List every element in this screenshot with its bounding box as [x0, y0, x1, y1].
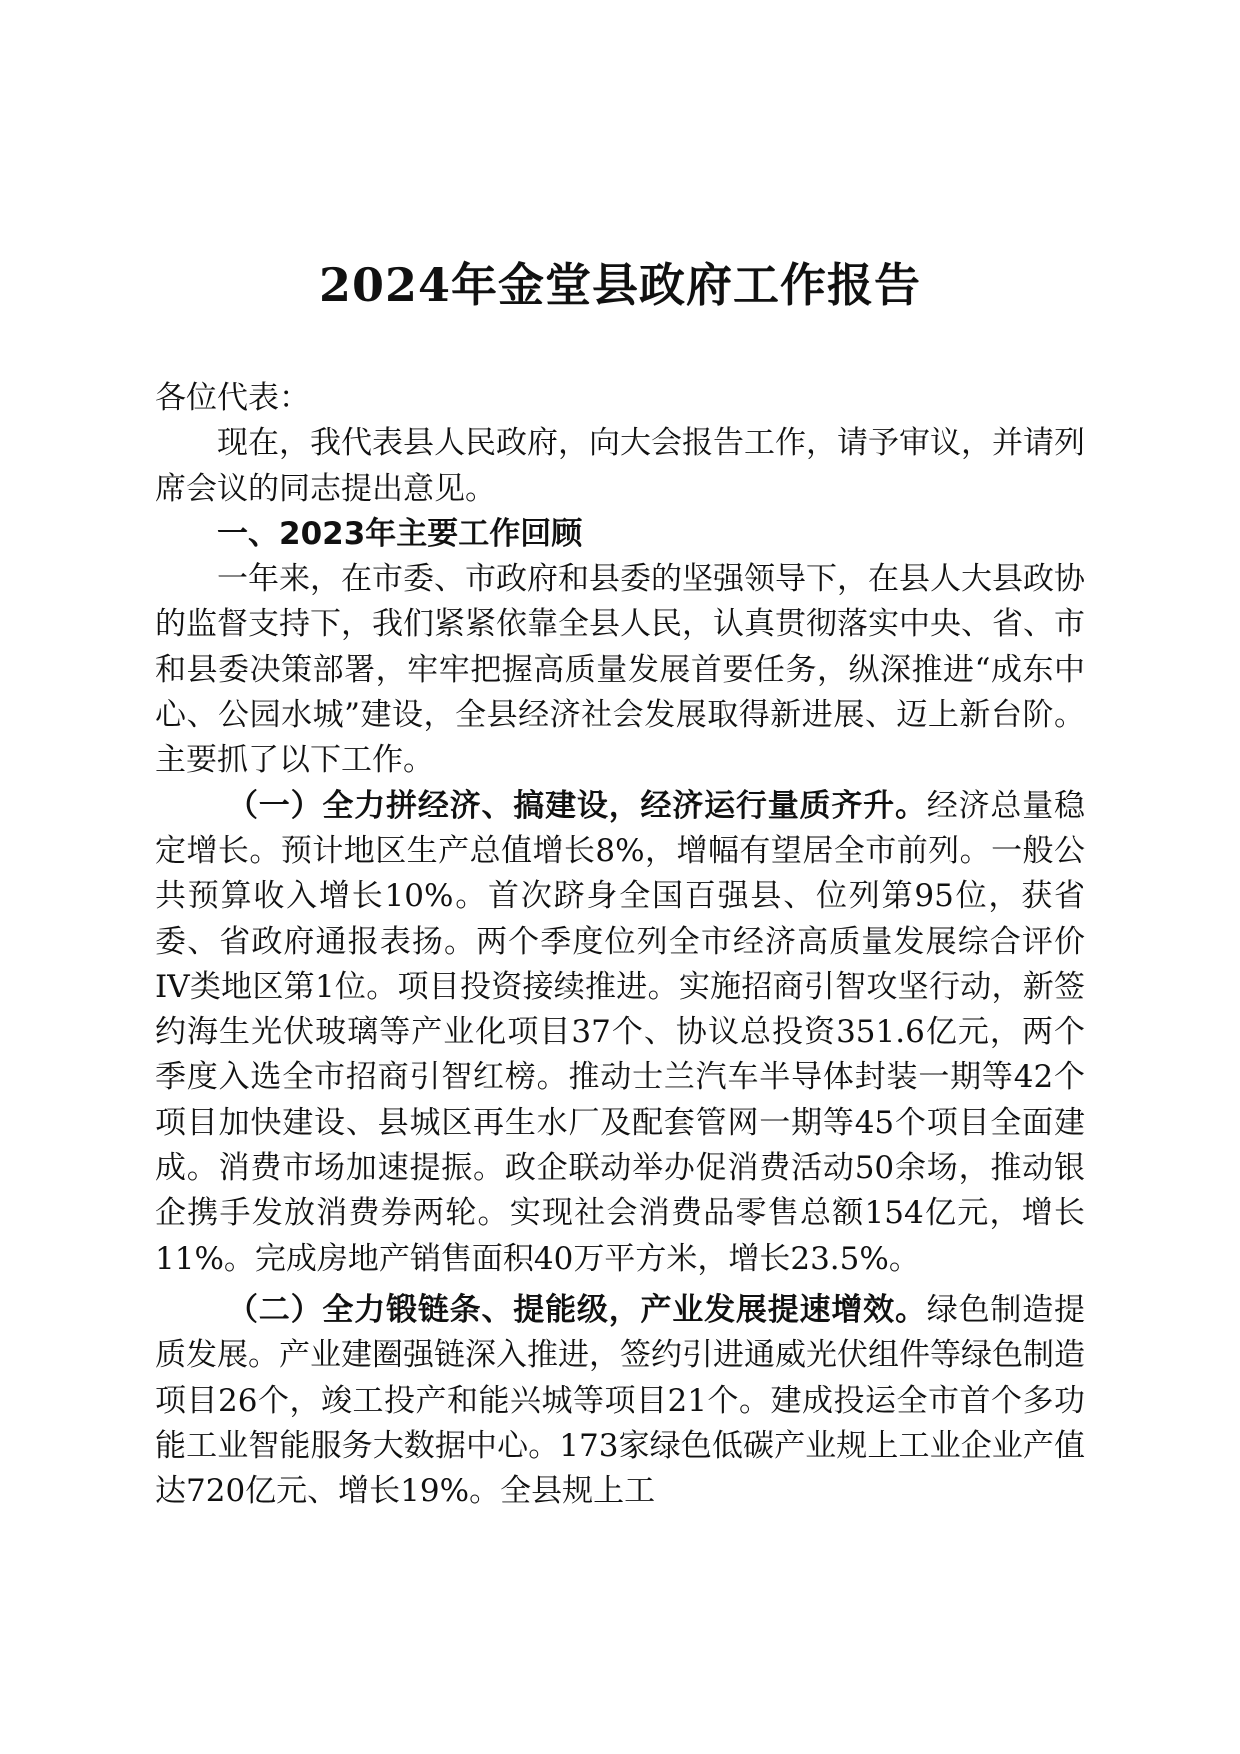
- document-body: [155, 376, 1085, 1514]
- section-intro-paragraph: 一年来，在市委、市政府和县委的坚强领导下，在县人大县政协的监督支持下，我们紧紧依靠全县人民，认真贯彻落实中央、省、市和县委决策部署，牢牢把握高质量发展首要任务，纵深推进“成东中心、公园水城”建设，全县经济社会发展取得新进展、迈上新台阶。主要抓了以下工作。: [155, 561, 1085, 779]
- subsection-body-economy: 经济总量稳定增长。预计地区生产总值增长8%，增幅有望居全市前列。一般公共预算收入增长10%。首次跻身全国百强县、位列第95位，获省委、省政府通报表扬。两个季度位列全市经济高质量发展综合评价IV类地区第1位。项目投资接续推进。实施招商引智攻坚行动，新签约海生光伏玻璃等产业化项目37个、协议总投资351.6亿元，两个季度入选全市招商引智红榜。推动士兰汽车半导体封装一期等42个项目加快建设、县城区再生水厂及配套管网一期等45个项目全面建成。消费市场加速提振。政企联动举办促消费活动50余场，推动银企携手发放消费券两轮。实现社会消费品零售总额154亿元，增长11%。完成房地产销售面积40万平方米，增长23.5%。: [155, 787, 1086, 1277]
- document-title: 2024年金堂县政府工作报告: [318, 258, 922, 312]
- subsection-body-industry: 绿色制造提质发展。产业建圈强链深入推进，签约引进通威光伏组件等绿色制造项目26个，竣工投产和能兴城等项目21个。建成投运全市首个多功能工业智能服务大数据中心。173家绿色低碳产业规上工业企业产值达720亿元、增长19%。全县规上工: [155, 1291, 1086, 1510]
- subsection-heading-industry: （二）全力锻链条、提能级，产业发展提速增效。: [227, 1291, 927, 1328]
- subsection-paragraph-industry: [155, 1288, 1085, 1514]
- subsection-paragraph-economy: [155, 784, 1085, 1282]
- section-heading-review: 一、2023年主要工作回顾: [217, 515, 583, 552]
- intro-paragraph: 现在，我代表县人民政府，向大会报告工作，请予审议，并请列席会议的同志提出意见。: [155, 425, 1085, 507]
- subsection-heading-economy: （一）全力拼经济、搞建设，经济运行量质齐升。: [227, 787, 927, 824]
- salutation: 各位代表：: [155, 380, 310, 416]
